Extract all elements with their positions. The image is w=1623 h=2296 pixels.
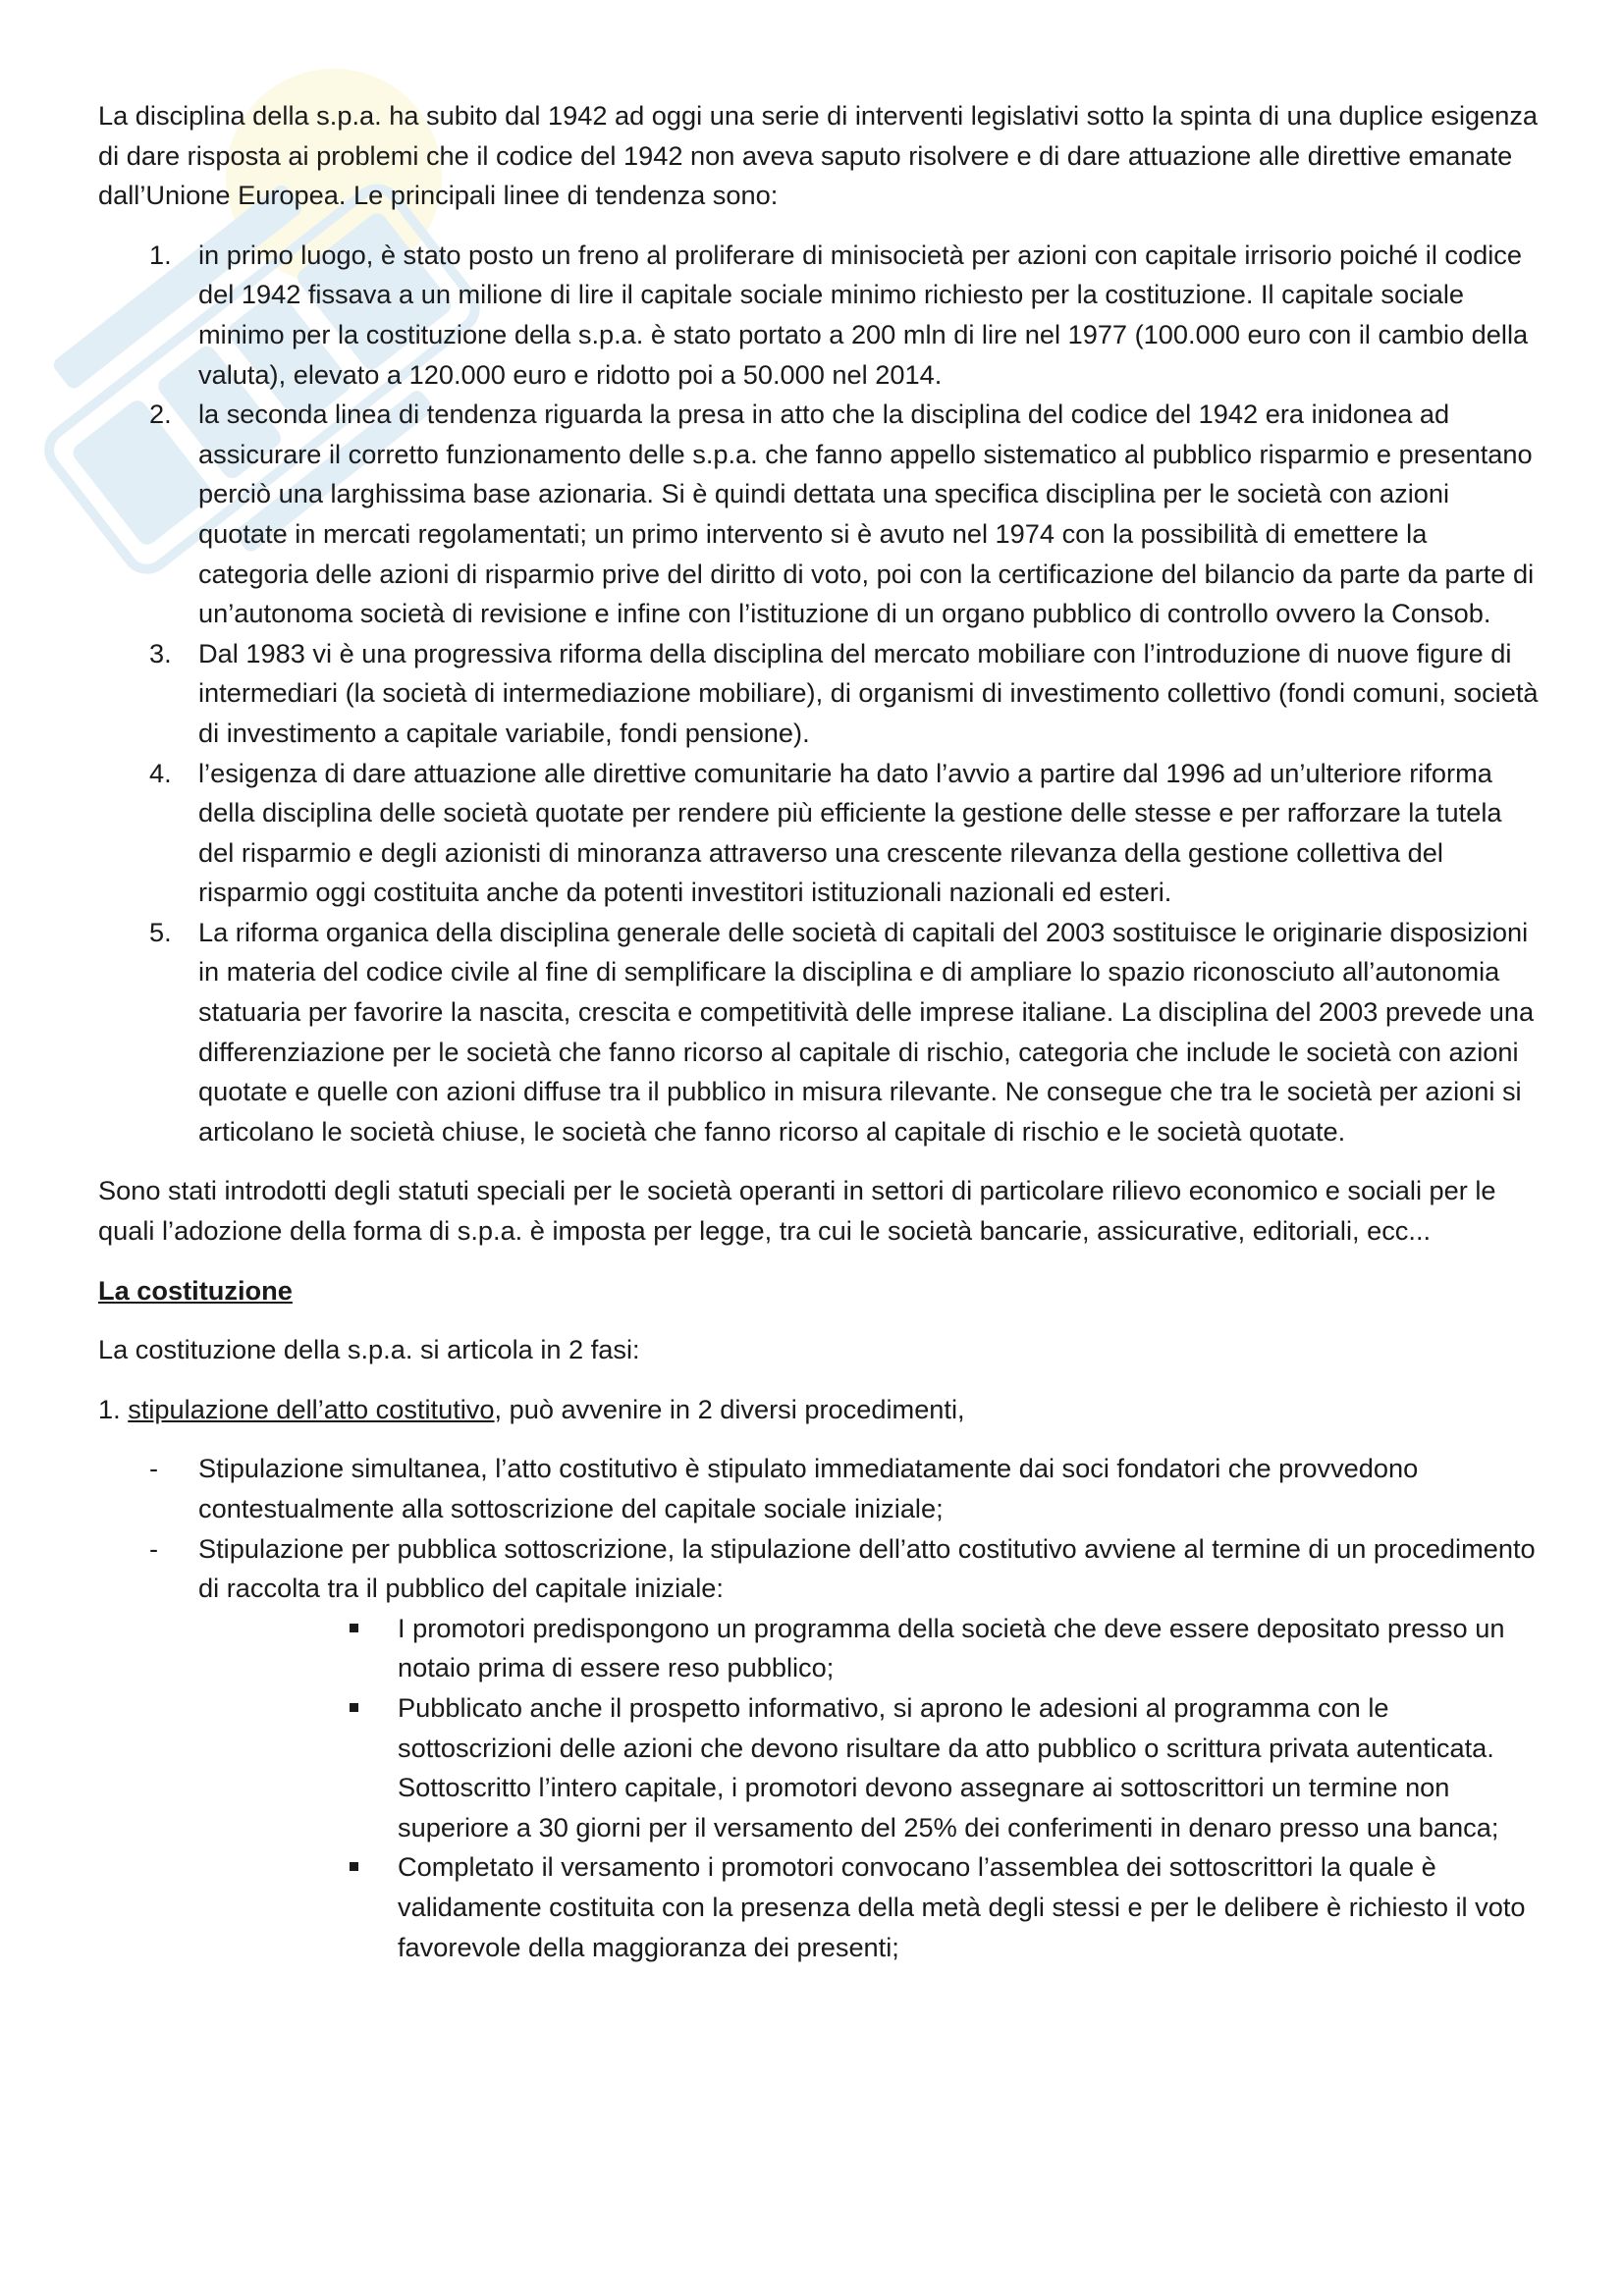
list-item [98, 1449, 1542, 1528]
list-item-text: l’esigenza di dare attuazione alle direttive comunitarie ha dato l’avvio a partire dal 1996 ad un’ulteriore riforma della disciplina delle società quotate per rendere più efficiente la gestione delle stesse e per rafforzare la tutela del risparmio e degli azionisti di minoranza attraverso una crescente rilevanza della gestione collettiva del risparmio oggi costituita anche da potenti investitori istituzionali nazionali ed esteri. [198, 757, 1502, 908]
list-item [98, 1529, 1542, 1609]
list-number: 5. [149, 916, 172, 947]
subscription-steps-list [98, 1609, 1542, 1967]
list-item-text: Stipulazione simultanea, l’atto costitutivo è stipulato immediatamente dai soci fondatori che provvedono contestualmente alla sottoscrizione del capitale sociale iniziale; [198, 1453, 1419, 1523]
list-number: 2. [149, 399, 172, 430]
intro-paragraph: La disciplina della s.p.a. ha subito dal 1942 ad oggi una serie di interventi legislativi sotto la spinta di una duplice esigenza di dare risposta ai problemi che il codice del 1942 non aveva saputo risolvere e di dare attuazione alle direttive emanate dall’Unione Europea. Le principali linee di tendenza sono: [98, 100, 1539, 211]
procedures-list [98, 1449, 1542, 1608]
list-item-text: Pubblicato anche il prospetto informativo, si aprono le adesioni al programma con le sottoscrizioni delle azioni che devono risultare da atto pubblico o scrittura privata autenticata. Sottoscritto l’intero capitale, i promotori devono assegnare ai sottoscrittori un termine non superiore a 30 giorni per il versamento del 25% dei conferimenti in denaro presso una banca; [398, 1691, 1499, 1842]
list-item-text: Stipulazione per pubblica sottoscrizione, la stipulazione dell’atto costitutivo avviene al termine di un procedimento di raccolta tra il pubblico del capitale iniziale: [198, 1532, 1536, 1604]
square-bullet-icon [350, 1624, 358, 1632]
list-number: 1. [149, 239, 172, 270]
list-number: 3. [149, 637, 172, 668]
phases-intro: La costituzione della s.p.a. si articola in 2 fasi: [98, 1334, 640, 1365]
list-item-text: I promotori predispongono un programma della società che deve essere depositato presso un notaio prima di essere reso pubblico; [398, 1612, 1505, 1683]
phase-1-line [98, 1390, 1542, 1430]
list-item-text: la seconda linea di tendenza riguarda la presa in atto che la disciplina del codice del 1942 era inidonea ad assicurare il corretto funzionamento delle s.p.a. che fanno appello sistematico al pubblico risparmio e presentano perciò una larghissima base azionaria. Si è quindi dettata una specifica disciplina per le società con azioni quotate in mercati regolamentati; un primo intervento si è avuto nel 1974 con la possibilità di emettere la categoria delle azioni di risparmio prive del diritto di voto, poi con la certificazione del bilancio da parte da parte di un’autonoma società di revisione e infine con l’istituzione di un organo pubblico di controllo ovvero la Consob. [198, 399, 1535, 629]
list-number: 4. [149, 757, 172, 788]
document-body [98, 96, 1542, 1967]
list-item-text: Dal 1983 vi è una progressiva riforma della disciplina del mercato mobiliare con l’introduzione di nuove figure di intermediari (la società di intermediazione mobiliare), di organismi di investimento collettivo (fondi comuni, società di investimento a capitale variabile, fondi pensione). [198, 637, 1539, 748]
phase-1-title: stipulazione dell’atto costitutivo [128, 1393, 495, 1424]
list-item [98, 395, 1542, 634]
section-heading: La costituzione [98, 1274, 293, 1306]
phase-1-suffix: , può avvenire in 2 diversi procedimenti, [494, 1393, 965, 1424]
list-item [98, 1609, 1542, 1688]
list-item [98, 754, 1542, 913]
phase-1-prefix: 1. [98, 1393, 129, 1424]
trends-list [98, 236, 1542, 1152]
list-item [98, 1688, 1542, 1847]
list-item-text: La riforma organica della disciplina generale delle società di capitali del 2003 sostituisce le originarie disposizioni in materia del codice civile al fine di semplificare la disciplina e di ampliare lo spazio riconosciuto all’autonomia statuaria per favorire la nascita, crescita e competitività delle imprese italiane. La disciplina del 2003 prevede una differenziazione per le società che fanno ricorso al capitale di rischio, categoria che include le società con azioni quotate e quelle con azioni diffuse tra il pubblico in misura rilevante. Ne consegue che tra le società per azioni si articolano le società chiuse, le società che fanno ricorso al capitale di rischio e le società quotate. [198, 916, 1535, 1147]
square-bullet-icon [350, 1862, 358, 1871]
list-item [98, 236, 1542, 395]
list-item-text: Completato il versamento i promotori convocano l’assemblea dei sottoscrittori la quale è validamente costituita con la presenza della metà degli stessi e per le delibere è richiesto il voto favorevole della maggioranza dei presenti; [398, 1851, 1526, 1962]
dash-bullet: - [149, 1532, 159, 1564]
list-item [98, 634, 1542, 754]
list-item-text: in primo luogo, è stato posto un freno al proliferare di minisocietà per azioni con capitale irrisorio poiché il codice del 1942 fissava a un milione di lire il capitale sociale minimo richiesto per la costituzione. Il capitale sociale minimo per la costituzione della s.p.a. è stato portato a 200 mln di lire nel 1977 (100.000 euro con il cambio della valuta), elevato a 120.000 euro e ridotto poi a 50.000 nel 2014. [198, 239, 1529, 390]
special-statutes-paragraph: Sono stati introdotti degli statuti speciali per le società operanti in settori di particolare rilievo economico e sociali per le quali l’adozione della forma di s.p.a. è imposta per legge, tra cui le società bancarie, assicurative, editoriali, ecc... [98, 1175, 1496, 1247]
list-item [98, 913, 1542, 1152]
dash-bullet: - [149, 1453, 159, 1484]
square-bullet-icon [350, 1703, 358, 1712]
list-item [98, 1847, 1542, 1967]
